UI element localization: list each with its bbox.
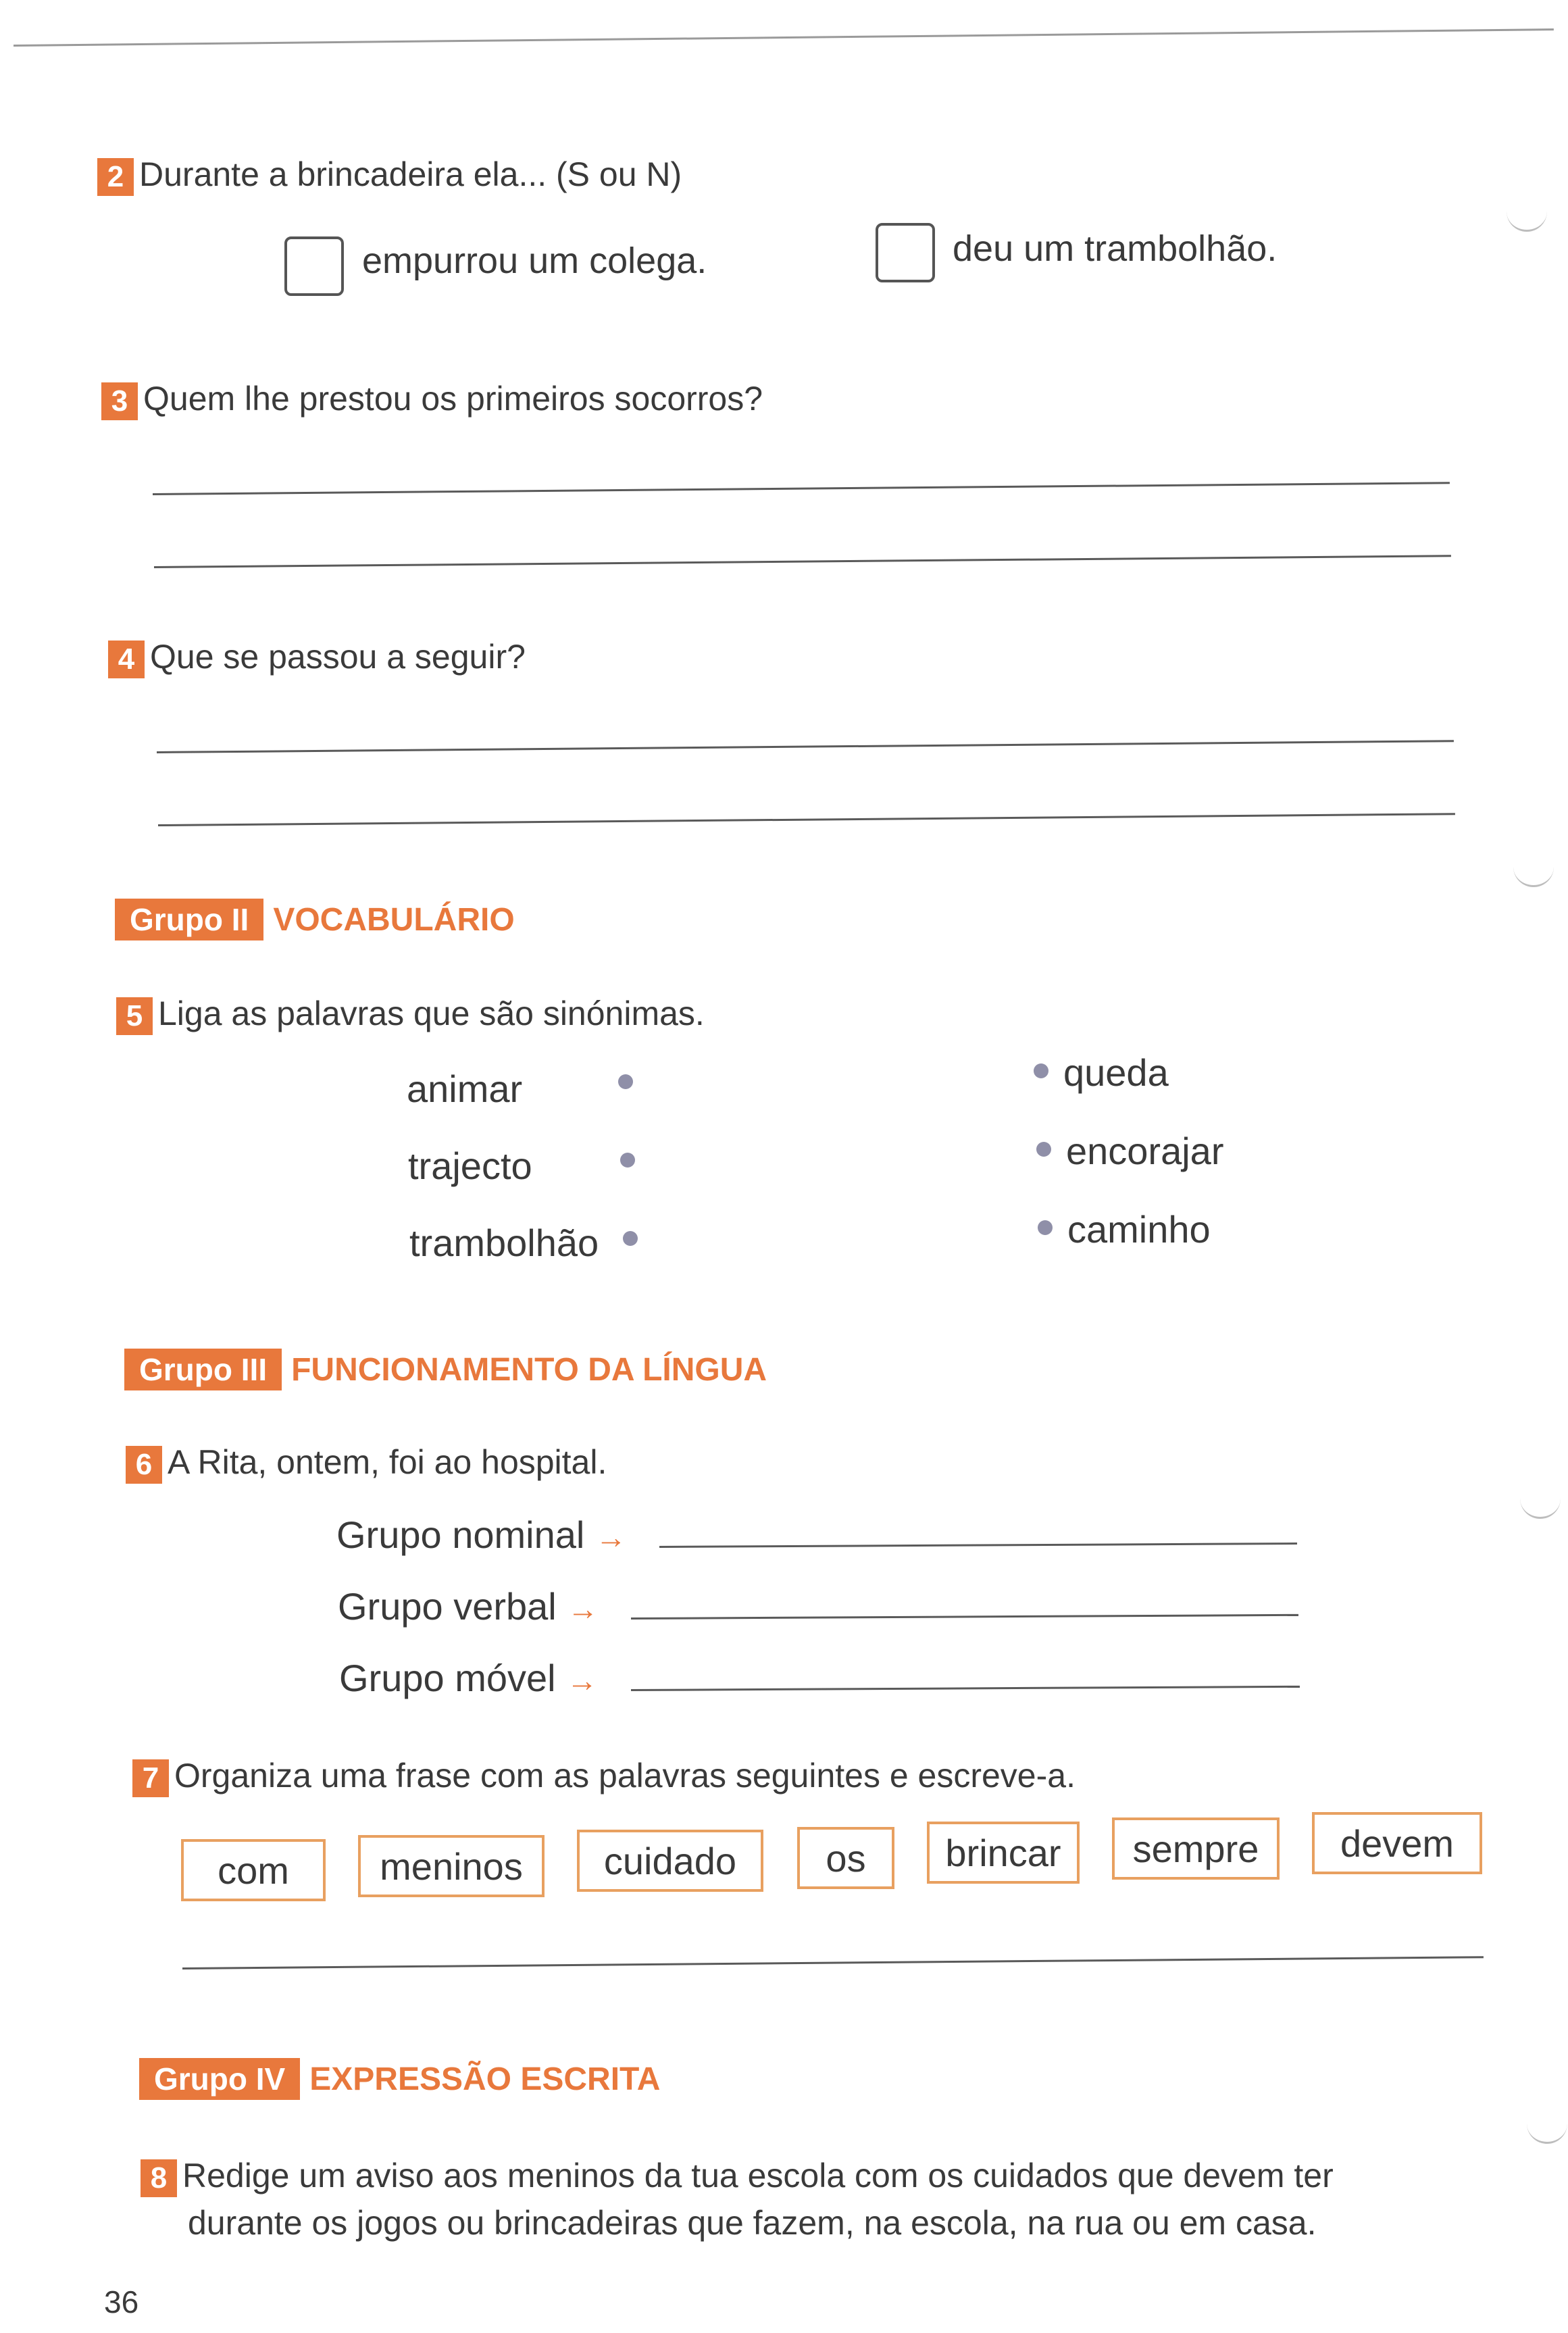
question-line-1: Redige um aviso aos meninos da tua escola com os cuidados que devem ter bbox=[182, 2157, 1334, 2194]
question-6 bbox=[126, 1442, 607, 1484]
checkbox-trambolhao[interactable] bbox=[876, 223, 935, 282]
margin-mark-2 bbox=[1513, 858, 1554, 887]
right-word-queda: queda bbox=[1063, 1051, 1169, 1094]
grupo-movel-label bbox=[339, 1657, 598, 1702]
group-title: FUNCIONAMENTO DA LÍNGUA bbox=[291, 1351, 767, 1388]
question-text: Organiza uma frase com as palavras seguintes e escreve-a. bbox=[174, 1757, 1076, 1795]
top-rule bbox=[14, 28, 1554, 47]
answer-line[interactable] bbox=[157, 740, 1454, 753]
grupo-nominal-text: Grupo nominal bbox=[336, 1513, 585, 1556]
word-box-meninos[interactable]: meninos bbox=[358, 1835, 545, 1897]
question-5 bbox=[116, 993, 705, 1035]
margin-mark-3 bbox=[1520, 1490, 1561, 1519]
answer-line[interactable] bbox=[153, 482, 1450, 495]
group-4-header bbox=[139, 2058, 660, 2100]
group-label: Grupo II bbox=[115, 899, 263, 940]
page-number: 36 bbox=[104, 2284, 139, 2319]
question-number: 2 bbox=[97, 158, 134, 196]
option-trambolhao: deu um trambolhão. bbox=[953, 228, 1278, 269]
grupo-verbal-label bbox=[338, 1585, 599, 1630]
question-text: Quem lhe prestou os primeiros socorros? bbox=[143, 380, 763, 418]
question-4 bbox=[108, 636, 526, 678]
grupo-movel-text: Grupo móvel bbox=[339, 1657, 556, 1699]
margin-mark-1 bbox=[1507, 203, 1547, 232]
question-number: 3 bbox=[101, 382, 138, 420]
word-box-os[interactable]: os bbox=[797, 1827, 894, 1889]
word-box-com[interactable]: com bbox=[181, 1839, 326, 1901]
left-word-animar: animar bbox=[407, 1068, 523, 1110]
answer-line[interactable] bbox=[158, 813, 1455, 826]
group-title: VOCABULÁRIO bbox=[273, 901, 515, 938]
grupo-nominal-answer[interactable] bbox=[659, 1542, 1297, 1548]
question-text: Durante a brincadeira ela... (S ou N) bbox=[139, 155, 682, 193]
sentence-answer-line[interactable] bbox=[182, 1956, 1484, 1970]
question-2 bbox=[97, 154, 682, 196]
checkbox-empurrou[interactable] bbox=[284, 236, 344, 296]
question-number: 4 bbox=[108, 641, 145, 678]
question-text: A Rita, ontem, foi ao hospital. bbox=[168, 1443, 607, 1481]
group-label: Grupo IV bbox=[139, 2058, 300, 2100]
question-number: 5 bbox=[116, 997, 153, 1035]
question-8-line-2: durante os jogos ou brincadeiras que fazem, na escola, na rua ou em casa. bbox=[188, 2204, 1317, 2242]
word-box-brincar[interactable]: brincar bbox=[927, 1822, 1080, 1884]
arrow-icon: → bbox=[595, 1520, 627, 1555]
arrow-icon: → bbox=[567, 1591, 599, 1626]
word-box-cuidado[interactable]: cuidado bbox=[577, 1830, 763, 1892]
grupo-nominal-label bbox=[336, 1513, 626, 1559]
group-label: Grupo III bbox=[124, 1349, 282, 1390]
left-word-trajecto: trajecto bbox=[408, 1145, 532, 1187]
left-word-trambolhao: trambolhão bbox=[409, 1222, 599, 1264]
answer-line[interactable] bbox=[154, 555, 1451, 568]
grupo-verbal-text: Grupo verbal bbox=[338, 1585, 557, 1628]
left-dot-animar[interactable] bbox=[618, 1074, 633, 1089]
right-word-encorajar: encorajar bbox=[1066, 1130, 1224, 1172]
question-8 bbox=[141, 2155, 1334, 2197]
right-dot-queda[interactable] bbox=[1034, 1063, 1048, 1078]
question-number: 6 bbox=[126, 1446, 162, 1484]
question-number: 7 bbox=[132, 1759, 169, 1797]
right-dot-caminho[interactable] bbox=[1038, 1220, 1053, 1235]
group-3-header bbox=[124, 1349, 767, 1390]
question-7 bbox=[132, 1755, 1076, 1797]
left-dot-trambolhao[interactable] bbox=[623, 1231, 638, 1246]
group-2-header bbox=[115, 899, 515, 940]
question-3 bbox=[101, 378, 763, 420]
right-dot-encorajar[interactable] bbox=[1036, 1142, 1051, 1157]
group-title: EXPRESSÃO ESCRITA bbox=[309, 2061, 661, 2097]
question-text: Liga as palavras que são sinónimas. bbox=[158, 995, 705, 1032]
question-number: 8 bbox=[141, 2159, 177, 2197]
word-box-sempre[interactable]: sempre bbox=[1112, 1817, 1280, 1880]
arrow-icon: → bbox=[566, 1663, 598, 1698]
right-word-caminho: caminho bbox=[1067, 1208, 1211, 1251]
option-empurrou: empurrou um colega. bbox=[362, 241, 707, 281]
grupo-movel-answer[interactable] bbox=[631, 1686, 1300, 1691]
question-text: Que se passou a seguir? bbox=[150, 638, 526, 676]
grupo-verbal-answer[interactable] bbox=[631, 1614, 1298, 1620]
margin-mark-4 bbox=[1527, 2115, 1567, 2144]
left-dot-trajecto[interactable] bbox=[620, 1153, 635, 1168]
word-box-devem[interactable]: devem bbox=[1312, 1812, 1482, 1874]
